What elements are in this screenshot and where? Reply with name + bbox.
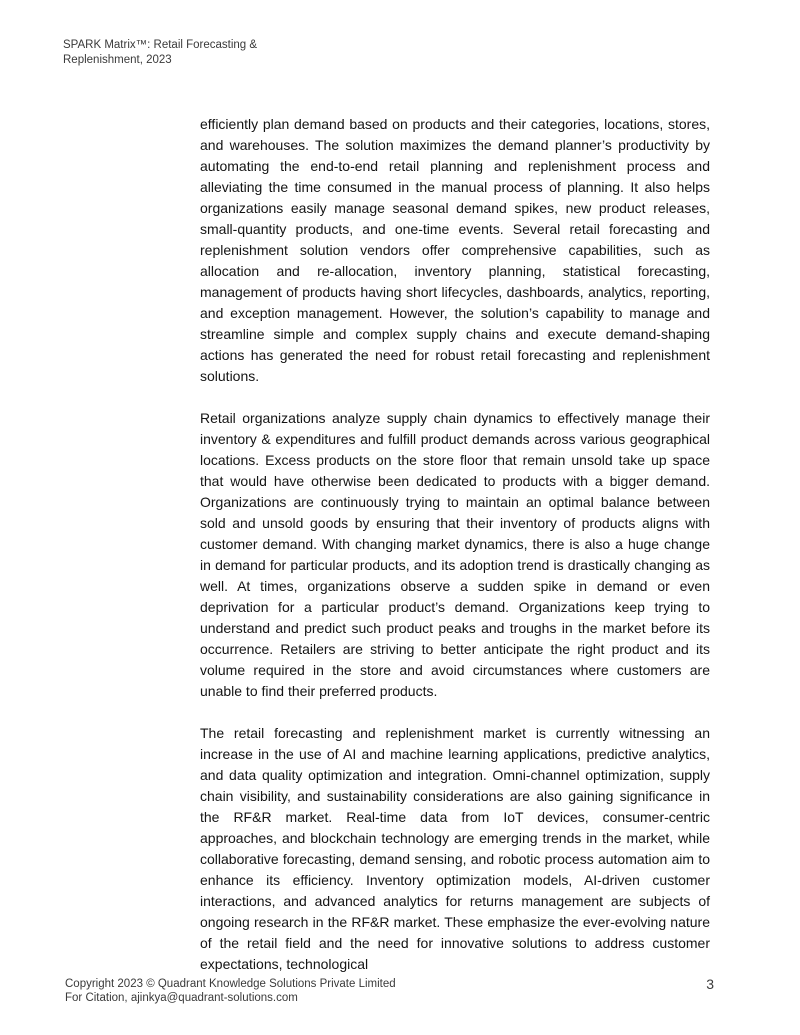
citation-text: For Citation, ajinkya@quadrant-solutions.com	[65, 992, 298, 1004]
page-footer	[65, 977, 396, 1005]
running-header	[63, 38, 303, 68]
copyright-text: Copyright 2023 © Quadrant Knowledge Solutions Private Limited	[65, 978, 396, 990]
document-title: SPARK Matrix™: Retail Forecasting & Replenishment, 2023	[63, 39, 258, 66]
paragraph: efficiently plan demand based on products and their categories, locations, stores, and warehouses. The solution maximizes the demand planner’s productivity by automating the end-to-end retail planning and replenishment process and alleviating the time consumed in the manual process of planning. It also helps organizations easily manage seasonal demand spikes, new product releases, small-quantity products, and one-time events. Several retail forecasting and replenishment solution vendors offer comprehensive capabilities, such as allocation and re-allocation, inventory planning, statistical forecasting, management of products having short lifecycles, dashboards, analytics, reporting, and exception management. However, the solution’s capability to manage and streamline simple and complex supply chains and execute demand-shaping actions has generated the need for robust retail forecasting and replenishment solutions.	[200, 116, 710, 384]
paragraph: Retail organizations analyze supply chain dynamics to effectively manage their inventory & expenditures and fulfill product demands across various geographical locations. Excess products on the store floor that remain unsold take up space that would have otherwise been dedicated to products with a bigger demand. Organizations are continuously trying to maintain an optimal balance between sold and unsold goods by ensuring that their inventory of products aligns with customer demand. With changing market dynamics, there is also a huge change in demand for particular products, and its adoption trend is drastically changing as well. At times, organizations observe a sudden spike in demand or even deprivation for a particular product’s demand. Organizations keep trying to understand and predict such product peaks and troughs in the market before its occurrence. Retailers are striving to better anticipate the right product and its volume required in the store and avoid circumstances where customers are unable to find their preferred products.	[200, 410, 710, 699]
paragraph: The retail forecasting and replenishment market is currently witnessing an increase in the use of AI and machine learning applications, predictive analytics, and data quality optimization and integration. Omni-channel optimization, supply chain visibility, and sustainability considerations are also gaining significance in the RF&R market. Real-time data from IoT devices, consumer-centric approaches, and blockchain technology are emerging trends in the market, while collaborative forecasting, demand sensing, and robotic process automation aim to enhance its efficiency. Inventory optimization models, AI-driven customer interactions, and advanced analytics for returns management are subjects of ongoing research in the RF&R market. These emphasize the ever-evolving nature of the retail field and the need for innovative solutions to address customer expectations, technological	[200, 725, 710, 972]
page-number: 3	[706, 976, 714, 992]
body-text	[200, 114, 710, 975]
